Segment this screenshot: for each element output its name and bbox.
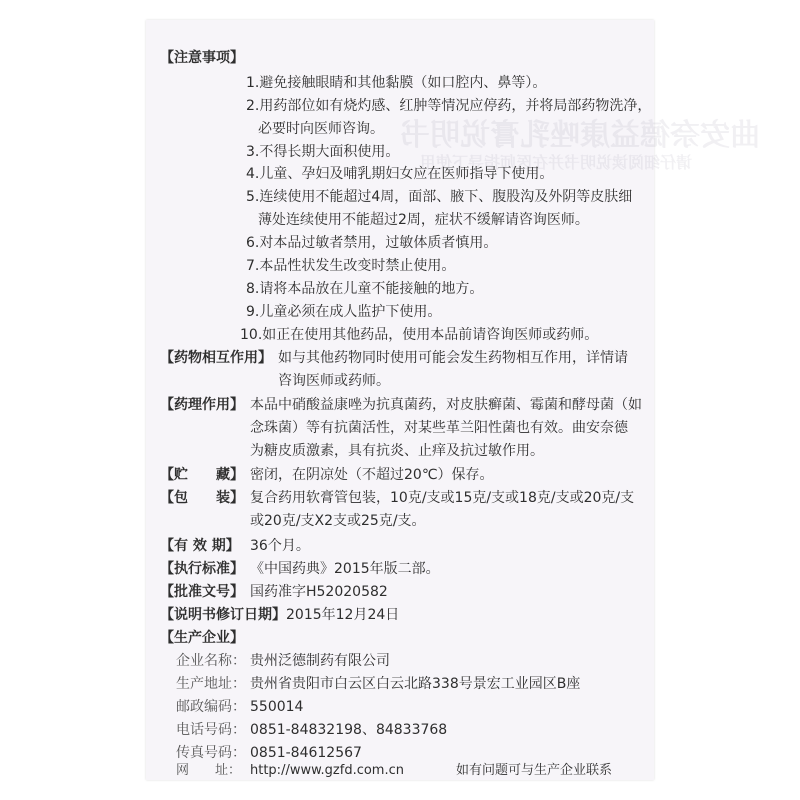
standard-heading: 【执行标准】: [160, 561, 244, 577]
notes-heading: 【注意事项】: [160, 50, 244, 66]
notes-item-10: 10.如正在使用其他药品，使用本品前请咨询医师或药师。: [240, 327, 599, 343]
notes-item-6: 6.对本品过敏者禁用，过敏体质者慎用。: [246, 235, 498, 251]
phone-label: 电话号码：: [176, 722, 246, 738]
address-value: 贵州省贵阳市白云区白云北路338号景宏工业园区B座: [250, 676, 581, 692]
approval-heading: 【批准文号】: [160, 584, 244, 600]
manufacturer-heading: 【生产企业】: [160, 630, 244, 646]
website-value: http://www.gzfd.com.cn: [250, 763, 404, 778]
validity-heading: 【有 效 期】: [160, 538, 240, 554]
company-name-value: 贵州泛德制药有限公司: [250, 653, 390, 669]
interaction-text-1: 如与其他药物同时使用可能会发生药物相互作用，详情请: [278, 350, 628, 366]
notes-item-5-cont: 薄处连续使用不能超过2周，症状不缓解请咨询医师。: [258, 212, 589, 228]
notes-item-2-cont: 必要时向医师咨询。: [258, 121, 384, 137]
standard-text: 《中国药典》2015年版二部。: [250, 561, 440, 577]
postcode-value: 550014: [250, 699, 304, 715]
notes-item-8: 8.请将本品放在儿童不能接触的地方。: [246, 281, 484, 297]
notes-item-9: 9.儿童必须在成人监护下使用。: [246, 304, 442, 320]
storage-text: 密闭，在阴凉处（不超过20℃）保存。: [250, 467, 494, 483]
storage-heading: 【贮 藏】: [160, 467, 244, 483]
company-name-label: 企业名称：: [176, 653, 246, 669]
notes-item-2: 2.用药部位如有烧灼感、红肿等情况应停药，并将局部药物洗净，: [246, 98, 652, 114]
validity-text: 36个月。: [250, 538, 310, 554]
contact-note: 如有问题可与生产企业联系: [456, 763, 613, 778]
website-label: 网 址：: [176, 763, 242, 778]
interaction-heading: 【药物相互作用】: [160, 350, 272, 366]
package-text-1: 复合药用软膏管包装，10克/支或15克/支或18克/支或20克/支: [250, 490, 635, 506]
revision-text: 2015年12月24日: [286, 607, 400, 623]
fax-value: 0851-84612567: [250, 745, 362, 761]
interaction-text-2: 咨询医师或药师。: [278, 373, 390, 389]
fax-label: 传真号码：: [176, 745, 246, 761]
postcode-label: 邮政编码：: [176, 699, 246, 715]
address-label: 生产地址：: [176, 676, 246, 692]
notes-item-4: 4.儿童、孕妇及哺乳期妇女应在医师指导下使用。: [246, 166, 554, 182]
pharmacology-text-3: 为糖皮质激素，具有抗炎、止痒及抗过敏作用。: [250, 443, 544, 459]
revision-heading: 【说明书修订日期】: [160, 607, 286, 623]
pharmacology-text-2: 念珠菌）等有抗菌活性，对某些革兰阳性菌也有效。曲安奈德: [250, 420, 628, 436]
notes-item-3: 3.不得长期大面积使用。: [246, 144, 400, 160]
approval-text: 国药准字H52020582: [250, 584, 388, 600]
notes-item-7: 7.本品性状发生改变时禁止使用。: [246, 258, 456, 274]
package-heading: 【包 装】: [160, 490, 244, 506]
notes-item-1: 1.避免接触眼睛和其他黏膜（如口腔内、鼻等）。: [246, 75, 547, 91]
notes-item-5: 5.连续使用不能超过4周，面部、腋下、腹股沟及外阴等皮肤细: [246, 189, 633, 205]
package-text-2: 或20克/支X2支或25克/支。: [250, 513, 426, 529]
pharmacology-heading: 【药理作用】: [160, 397, 244, 413]
phone-value: 0851-84832198、84833768: [250, 722, 448, 738]
pharmacology-text-1: 本品中硝酸益康唑为抗真菌药，对皮肤癣菌、霉菌和酵母菌（如: [250, 397, 642, 413]
